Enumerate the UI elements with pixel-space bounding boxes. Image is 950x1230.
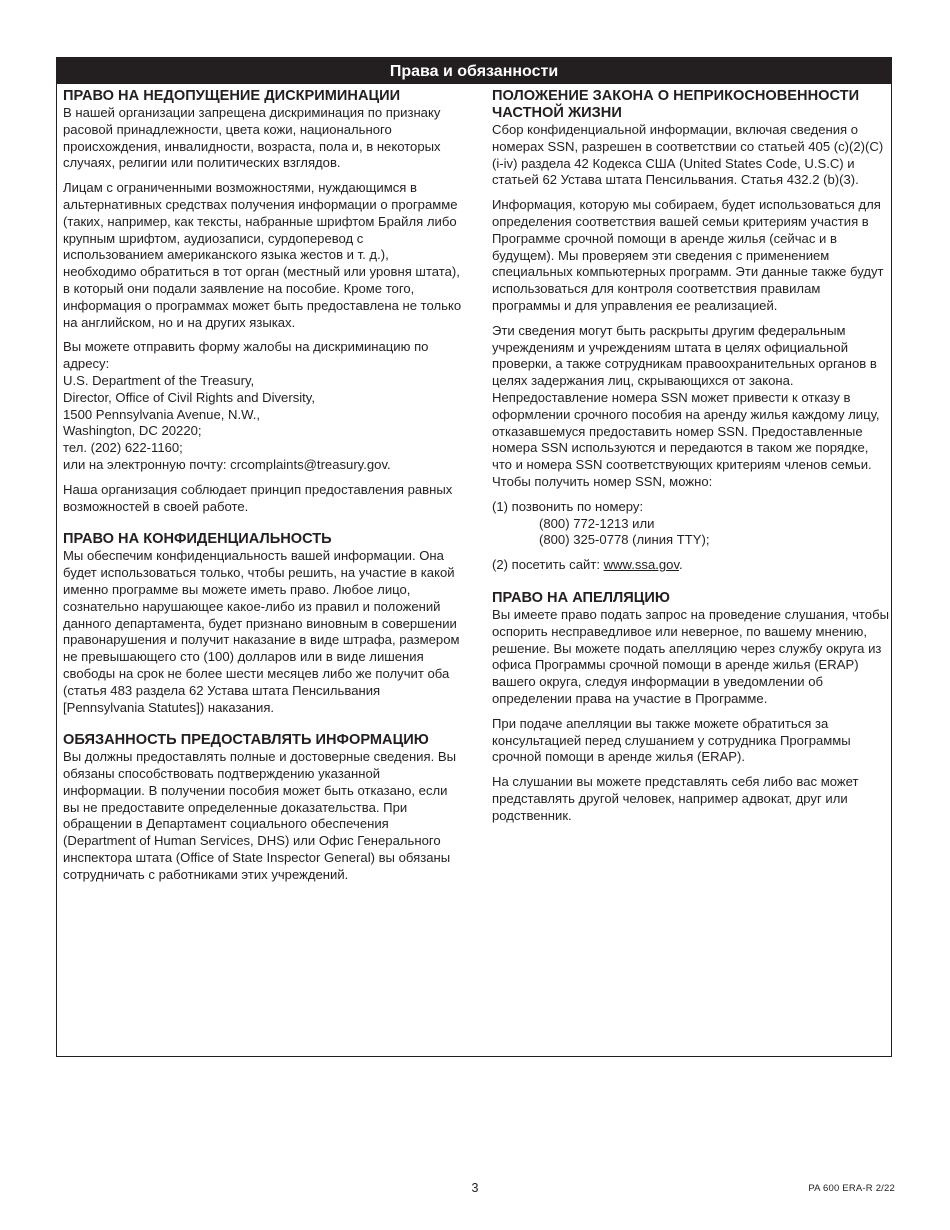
nondiscrimination-paragraph-2: Лицам с ограниченными возможностями, нуждающимся в альтернативных средствах получения информации о программе (таких, например, как тексты, набранные шрифтом Брайля либо крупным шрифтом, аудиозаписи, сурдоперевод с использованием американского языка жестов и т. д.), необходимо обратиться в тот орган (местный или уровня штата), в который они подали заявление на пособие. Кроме того, информация о программах может быть предоставлена не только на английском, но и на других языках. (63, 180, 462, 330)
visit-suffix: . (679, 557, 683, 573)
ssn-call-block (492, 499, 889, 549)
page-number: 3 (471, 1181, 479, 1195)
appeal-paragraph-3: На слушании вы можете представлять себя либо вас может представлять другой человек, например адвокат, друг или родственник. (492, 774, 859, 823)
rights-panel (56, 57, 892, 1057)
address-line: Washington, DC 20220; (63, 423, 202, 439)
nondiscrimination-paragraph-1: В нашей организации запрещена дискриминация по признаку расовой принадлежности, цвета кожи, национального происхождения, инвалидности, возраста, пола и, в некоторых случаях, религии или политических взглядов. (63, 105, 441, 171)
confidentiality-paragraph: Мы обеспечим конфиденциальность вашей информации. Она будет использоваться только, чтобы решить, на участие в какой именно программе вы можете иметь право. Любое лицо, сознательно нарушающее какое-либо из правил и положений данного департамента, будет признано виновным в совершении правонарушения и получит наказание в виде штрафа, размером не превышающего сто (100) долларов или в виде лишения свободы на срок не более шести месяцев либо же получит оба (статья 483 раздела 62 Устава штата Пенсильвания [Pennsylvania Statutes]) наказания. (63, 548, 460, 715)
right-column (492, 88, 889, 840)
complaint-address-block (63, 339, 465, 473)
phone-number: (800) 772-1213 или (539, 515, 655, 531)
privacy-act-section (492, 88, 889, 574)
email-line: или на электронную почту: crcomplaints@treasury.gov. (63, 456, 391, 472)
appeal-heading: ПРАВО НА АПЕЛЛЯЦИЮ (492, 589, 670, 606)
form-code: PA 600 ERA-R 2/22 (808, 1183, 895, 1194)
nondiscrimination-section (63, 88, 465, 515)
visit-prefix: (2) посетить сайт: (492, 557, 604, 573)
complaint-intro: Вы можете отправить форму жалобы на дискриминацию по адресу: (63, 339, 429, 372)
address-line: 1500 Pennsylvania Avenue, N.W., (63, 406, 261, 422)
information-duty-section (63, 732, 465, 883)
section-title: Права и обязанности (57, 58, 891, 84)
nondiscrimination-heading: ПРАВО НА НЕДОПУЩЕНИЕ ДИСКРИМИНАЦИИ (63, 88, 401, 104)
confidentiality-section (63, 531, 465, 716)
tty-phone-number: (800) 325-0778 (линия TTY); (539, 532, 710, 548)
ssa-website-link[interactable]: www.ssa.gov (603, 557, 680, 573)
information-duty-paragraph: Вы должны предоставлять полные и достоверные сведения. Вы обязаны способствовать подтверждению указанной информации. В получении пособия может быть отказано, если вы не предоставите определенные доказательства. При обращении в Департамент социального обеспечения (Department of Human Services, DHS) или Офис Генерального инспектора штата (Office of State Inspector General) вы обязаны сотрудничать с работниками этих учреждений. (63, 749, 457, 882)
equal-opportunity-paragraph: Наша организация соблюдает принцип предоставления равных возможностей в своей работе. (63, 481, 453, 514)
call-intro: (1) позвонить по номеру: (492, 498, 644, 514)
privacy-paragraph-3: Эти сведения могут быть раскрыты другим федеральным учреждениям и учреждениям штата в целях официальной проверки, а также сотрудникам правоохранительных органов в целях задержания лиц, скрывающихся от закона. Непредоставление номера SSN может привести к отказу в оформлении срочного пособия на аренду жилья каждому лицу, отказавшемуся предоставить номер SSN. Предоставленные номера SSN используются и передаются в таком же порядке, что и номера SSN соответствующих критериям членов семьи. Чтобы получить номер SSN, можно: (492, 322, 880, 489)
left-column (63, 88, 465, 900)
information-duty-heading: ОБЯЗАННОСТЬ ПРЕДОСТАВЛЯТЬ ИНФОРМАЦИЮ (63, 732, 429, 749)
appeal-section (492, 590, 889, 825)
appeal-paragraph-1: Вы имеете право подать запрос на проведение слушания, чтобы оспорить несправедливое или неверное, по вашему мнению, решение. Вы можете подать апелляцию через службу округа из офиса Программы срочной помощи в аренде жилья (ERAP) вашего округа, следуя информации в уведомлении об определении права на участие в Программе. (492, 606, 889, 706)
appeal-paragraph-2: При подаче апелляции вы также можете обратиться за консультацией перед слушанием у сотрудника Программы срочной помощи в аренде жилья (ERAP). (492, 715, 851, 765)
privacy-act-heading: ПОЛОЖЕНИЕ ЗАКОНА О НЕПРИКОСНОВЕННОСТИ ЧАСТНОЙ ЖИЗНИ (492, 88, 860, 121)
address-line: U.S. Department of the Treasury, (63, 372, 255, 388)
address-line: Director, Office of Civil Rights and Diversity, (63, 389, 316, 405)
ssn-visit-line (492, 557, 889, 574)
privacy-paragraph-2: Информация, которую мы собираем, будет использоваться для определения соответствия вашей семьи критериям участия в Программе срочной помощи в аренде жилья (сейчас и в будущем). Мы проверяем эти сведения с применением специальных компьютерных программ. Эти данные также будут использоваться для контроля соответствия правилам программы и для управления ее реализацией. (492, 197, 884, 313)
confidentiality-heading: ПРАВО НА КОНФИДЕНЦИАЛЬНОСТЬ (63, 531, 332, 548)
privacy-paragraph-1: Сбор конфиденциальной информации, включая сведения о номерах SSN, разрешен в соответствии со статьей 405 (c)(2)(C)(i-iv) раздела 42 Кодекса США (United States Code, U.S.C) и статьей 62 Устава штата Пенсильвания. Статья 432.2 (b)(3). (492, 122, 884, 188)
phone-line: тел. (202) 622-1160; (63, 440, 183, 456)
